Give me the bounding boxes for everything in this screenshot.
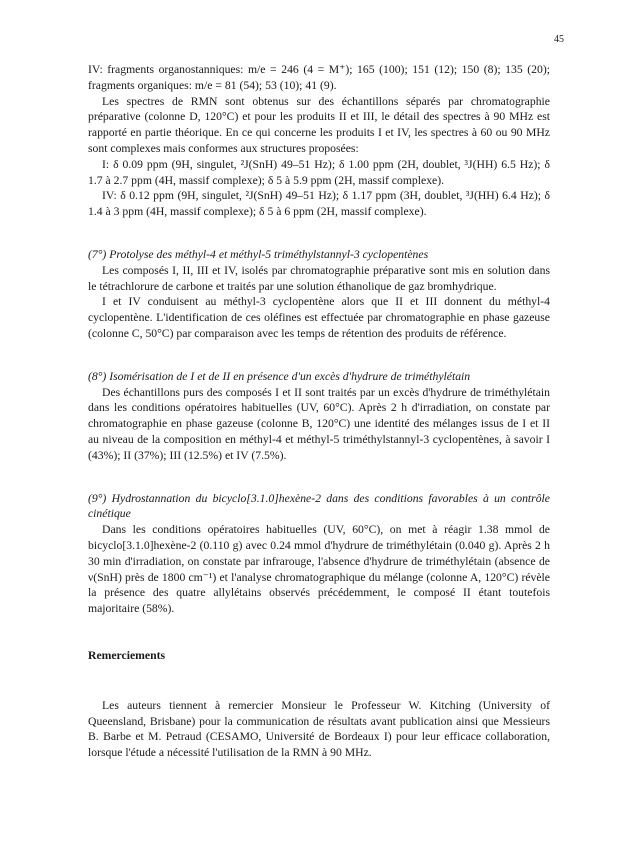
- hydrostannation-paragraph: Dans les conditions opératoires habituelles (UV, 60°C), on met à réagir 1.38 mmol de bicyclo[3.1.0]hexène-2 (0.110 g) avec 0.24 mmol d'hydrure de triméthylétain (0.040 g). Après 2 h 30 min d'irradiation, on constate par infrarouge, l'absence d'hydrure de triméthylétain (absence de ν(SnH) près de 1800 cm⁻¹) et l'analyse chromatographique du mélange (colonne A, 120°C) révèle la présence des quatre allylétains observés précédemment, le composé II étant toutefois majoritaire (58%).: [88, 523, 550, 616]
- acknowledgements-paragraph: Les auteurs tiennent à remercier Monsieur le Professeur W. Kitching (University of Queensland, Brisbane) pour la communication de résultats avant publication ainsi que Messieurs B. Barbe et M. Petraud (CESAMO, Université de Bordeaux I) pour leur efficace collaboration, lorsque l'étude a nécessité l'utilisation de la RMN à 90 MHz.: [88, 698, 550, 760]
- section-heading-7: (7°) Protolyse des méthyl-4 et méthyl-5 triméthylstannyl-3 cyclopentènes: [88, 247, 429, 261]
- nmr-product-i: I: δ 0.09 ppm (9H, singulet, ²J(SnH) 49–51 Hz); δ 1.00 ppm (2H, doublet, ³J(HH) 6.5 Hz); δ 1.7 à 2.7 ppm (4H, massif complexe); δ 5 à 5.9 ppm (2H, massif complexe).: [88, 157, 550, 187]
- section-heading-8: (8°) Isomérisation de I et de II en présence d'un excès d'hydrure de triméthylétain: [88, 369, 471, 383]
- protolysis-results-paragraph: I et IV conduisent au méthyl-3 cyclopentène alors que II et III donnent du méthyl-4 cyclopentène. L'identification de ces oléfines est effectuée par chromatographie en phase gazeuse (colonne C, 50°C) par comparaison avec les temps de rétention des produits de référence.: [88, 295, 550, 340]
- nmr-product-iv: IV: δ 0.12 ppm (9H, singulet, ²J(SnH) 49–51 Hz); δ 1.17 ppm (3H, doublet, ³J(HH) 6.4 Hz); δ 1.4 à 3 ppm (4H, massif complexe); δ 5 à 6 ppm (2H, massif complexe).: [88, 189, 550, 219]
- article-body: [88, 62, 550, 761]
- acknowledgements-heading: Remerciements: [88, 648, 166, 662]
- ms-fragments-paragraph: IV: fragments organostanniques: m/e = 246 (4 = M⁺); 165 (100); 151 (12); 150 (8); 135 (20); fragments organiques: m/e = 81 (54); 53 (10); 41 (9).: [88, 63, 550, 92]
- section-heading-9: (9°) Hydrostannation du bicyclo[3.1.0]hexène-2 dans des conditions favorables à un contrôle cinétique: [88, 491, 550, 521]
- protolysis-paragraph: Les composés I, II, III et IV, isolés par chromatographie préparative sont mis en solution dans le tétrachlorure de carbone et traités par une solution éthanolique de gaz bromhydrique.: [88, 263, 550, 293]
- nmr-intro-paragraph: Les spectres de RMN sont obtenus sur des échantillons séparés par chromatographie préparative (colonne D, 120°C) et pour les produits II et III, le détail des spectres à 90 MHz est rapporté en partie théorique. En ce qui concerne les produits I et IV, les spectres à 60 ou 90 MHz sont complexes mais conformes aux structures proposées:: [88, 94, 550, 155]
- page-number: 45: [554, 34, 564, 45]
- isomerisation-paragraph: Des échantillons purs des composés I et II sont traités par un excès d'hydrure de triméthylétain dans les conditions opératoires habituelles (UV, 60°C). Après 2 h d'irradiation, on constate par chromatographie en phase gazeuse (colonne B, 120°C) une identité des mélanges issus de I et II au niveau de la composition en méthyl-4 et méthyl-5 triméthylstannyl-3 cyclopentènes, à savoir I (43%); II (37%); III (12.5%) et IV (7.5%).: [88, 385, 550, 462]
